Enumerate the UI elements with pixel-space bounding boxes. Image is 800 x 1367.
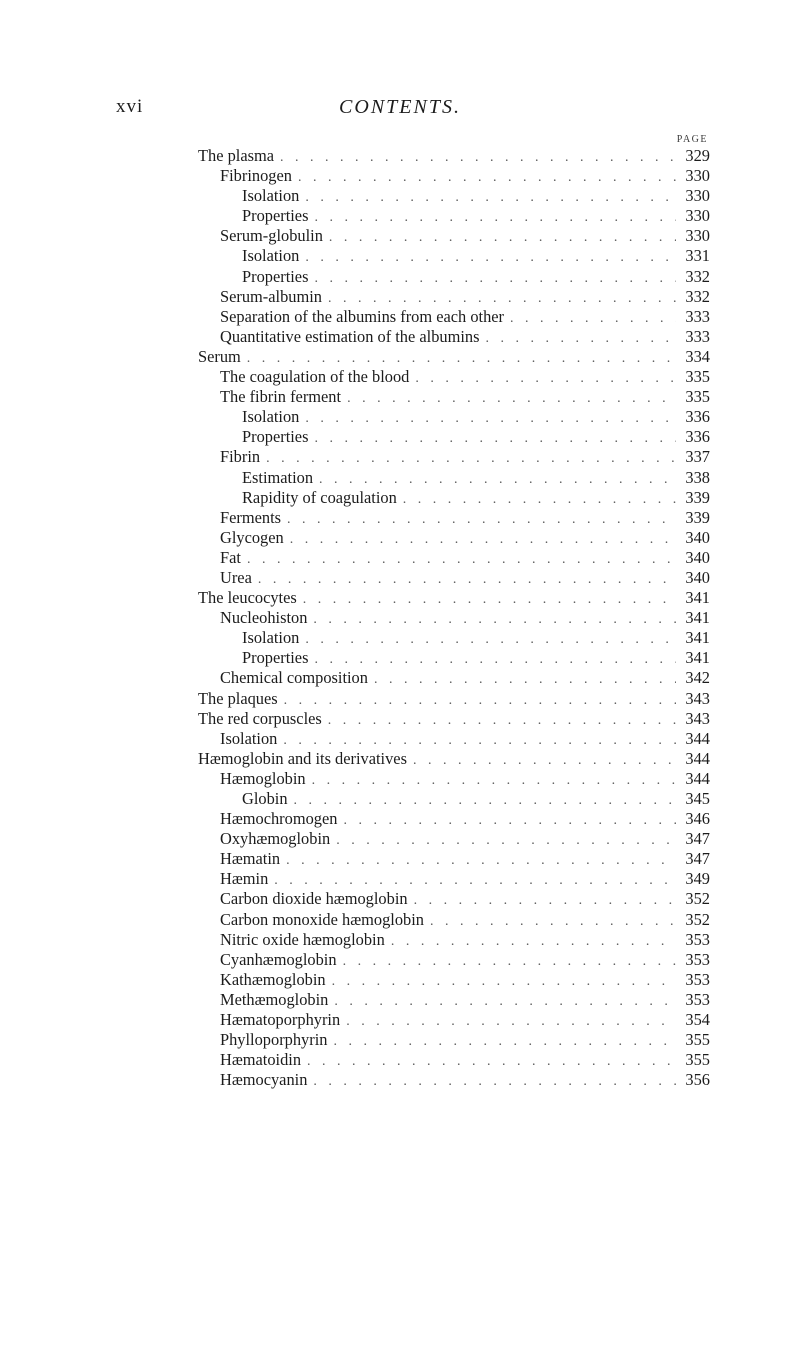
toc-entry-page: 332: [685, 266, 710, 286]
toc-entry-page: 343: [685, 708, 710, 728]
dot-leader: [336, 833, 676, 849]
page-number: xvi: [116, 96, 144, 117]
table-of-contents: [198, 146, 710, 1090]
toc-entry: [198, 407, 710, 427]
dot-leader: [313, 1074, 676, 1090]
toc-entry-title: Properties: [242, 648, 309, 668]
dot-leader: [332, 974, 676, 990]
toc-entry: [198, 1030, 710, 1050]
toc-entry-page: 332: [685, 286, 710, 306]
dot-leader: [314, 431, 676, 447]
toc-entry: [198, 729, 710, 749]
toc-entry-title: Isolation: [242, 628, 300, 648]
toc-entry-page: 329: [685, 146, 710, 165]
toc-entry-page: 340: [685, 527, 710, 547]
dot-leader: [391, 934, 676, 950]
toc-entry-title: Isolation: [242, 186, 300, 206]
toc-entry-title: Nucleohiston: [220, 608, 308, 628]
toc-entry-page: 344: [685, 768, 710, 788]
dot-leader: [283, 733, 676, 749]
toc-entry: [198, 226, 710, 246]
toc-entry: [198, 910, 710, 930]
toc-entry: [198, 990, 710, 1010]
toc-entry-page: 336: [685, 407, 710, 427]
toc-entry-page: 356: [685, 1070, 710, 1090]
dot-leader: [314, 652, 676, 668]
toc-entry: [198, 769, 710, 789]
dot-leader: [329, 230, 676, 246]
toc-entry: [198, 709, 710, 729]
toc-entry-page: 349: [685, 869, 710, 889]
page-header: [0, 96, 800, 126]
toc-entry: [198, 508, 710, 528]
dot-leader: [284, 693, 676, 709]
dot-leader: [266, 451, 676, 467]
toc-entry-title: Kathæmoglobin: [220, 969, 326, 989]
dot-leader: [298, 170, 676, 186]
dot-leader: [328, 713, 676, 729]
toc-entry-title: Nitric oxide hæmoglobin: [220, 929, 385, 949]
toc-entry-title: Quantitative estimation of the albumins: [220, 326, 480, 346]
dot-leader: [347, 391, 676, 407]
toc-entry: [198, 648, 710, 668]
dot-leader: [346, 1014, 676, 1030]
toc-entry-title: Globin: [242, 789, 288, 808]
toc-entry-title: The red corpuscles: [198, 708, 322, 728]
dot-leader: [312, 773, 676, 789]
toc-entry-page: 338: [685, 467, 710, 487]
toc-entry-title: Methæmoglobin: [220, 989, 329, 1009]
toc-entry-title: Fibrin: [220, 447, 261, 467]
dot-leader: [247, 351, 676, 367]
toc-entry-page: 343: [685, 688, 710, 708]
toc-entry-title: Serum-globulin: [220, 226, 323, 246]
toc-entry-title: Serum: [198, 346, 241, 366]
toc-entry-title: The fibrin ferment: [220, 387, 342, 407]
toc-entry-title: Isolation: [220, 728, 278, 748]
toc-entry-page: 334: [685, 346, 710, 366]
toc-entry-title: Hæmatin: [220, 849, 281, 869]
toc-entry: [198, 1010, 710, 1030]
toc-entry-title: Phylloporphyrin: [220, 1030, 328, 1050]
dot-leader: [307, 1054, 676, 1070]
toc-entry: [198, 930, 710, 950]
toc-entry-page: 353: [685, 929, 710, 949]
toc-entry-title: Hæmochromogen: [220, 809, 338, 829]
toc-entry: [198, 166, 710, 186]
dot-leader: [303, 592, 676, 608]
toc-entry: [198, 387, 710, 407]
toc-entry-page: 352: [685, 909, 710, 929]
toc-entry-page: 341: [685, 628, 710, 648]
toc-entry: [198, 749, 710, 769]
toc-entry: [198, 267, 710, 287]
toc-entry-title: The leucocytes: [198, 588, 297, 608]
toc-entry-page: 339: [685, 507, 710, 527]
toc-entry-page: 335: [685, 367, 710, 387]
toc-entry: [198, 146, 710, 166]
toc-entry-title: Fibrinogen: [220, 166, 292, 186]
toc-entry-title: Hæmin: [220, 869, 269, 889]
toc-entry-title: Hæmatoidin: [220, 1050, 302, 1070]
toc-entry-page: 341: [685, 608, 710, 628]
toc-entry-title: Hæmoglobin and its derivatives: [198, 748, 407, 768]
toc-entry-title: Hæmatoporphyrin: [220, 1010, 341, 1030]
toc-entry-page: 340: [685, 567, 710, 587]
toc-entry-title: The coagulation of the blood: [220, 367, 410, 387]
toc-entry-page: 333: [685, 326, 710, 346]
dot-leader: [510, 311, 676, 327]
toc-entry: [198, 307, 710, 327]
toc-entry: [198, 287, 710, 307]
dot-leader: [414, 893, 676, 909]
dot-leader: [485, 331, 676, 347]
toc-entry: [198, 809, 710, 829]
toc-entry: [198, 950, 710, 970]
running-title: CONTENTS.: [339, 96, 461, 118]
toc-entry-page: 353: [685, 969, 710, 989]
toc-entry: [198, 447, 710, 467]
toc-entry-title: Properties: [242, 266, 309, 286]
toc-entry-page: 330: [685, 226, 710, 246]
toc-entry-page: 355: [685, 1050, 710, 1070]
dot-leader: [286, 853, 676, 869]
toc-entry: [198, 689, 710, 709]
toc-entry: [198, 206, 710, 226]
toc-entry-title: Separation of the albumins from each other: [220, 306, 505, 326]
toc-entry-title: The plaques: [198, 688, 278, 708]
toc-entry: [198, 1070, 710, 1090]
toc-entry-title: Chemical composition: [220, 668, 368, 688]
toc-entry-title: The plasma: [198, 146, 275, 165]
toc-entry-page: 333: [685, 306, 710, 326]
toc-entry-page: 336: [685, 427, 710, 447]
dot-leader: [333, 1034, 676, 1050]
dot-leader: [274, 873, 676, 889]
dot-leader: [319, 472, 676, 488]
toc-entry-title: Serum-albumin: [220, 286, 322, 306]
toc-entry-page: 341: [685, 648, 710, 668]
dot-leader: [287, 512, 676, 528]
dot-leader: [343, 813, 676, 829]
dot-leader: [314, 210, 676, 226]
toc-entry-title: Estimation: [242, 467, 314, 487]
toc-entry-title: Urea: [220, 567, 252, 587]
toc-entry: [198, 628, 710, 648]
toc-entry: [198, 869, 710, 889]
dot-leader: [258, 572, 676, 588]
toc-entry-page: 354: [685, 1010, 710, 1030]
toc-entry-page: 339: [685, 487, 710, 507]
toc-entry-page: 337: [685, 447, 710, 467]
toc-entry-page: 341: [685, 588, 710, 608]
dot-leader: [305, 250, 676, 266]
dot-leader: [328, 291, 676, 307]
toc-entry: [198, 608, 710, 628]
toc-entry-page: 335: [685, 387, 710, 407]
dot-leader: [305, 632, 676, 648]
toc-entry-page: 345: [685, 789, 710, 808]
toc-entry-title: Carbon monoxide hæmoglobin: [220, 909, 424, 929]
dot-leader: [334, 994, 676, 1010]
dot-leader: [415, 371, 676, 387]
dot-leader: [280, 150, 676, 166]
toc-entry-page: 346: [685, 809, 710, 829]
dot-leader: [290, 532, 676, 548]
dot-leader: [313, 612, 676, 628]
toc-entry-title: Glycogen: [220, 527, 284, 547]
toc-entry-page: 353: [685, 989, 710, 1009]
toc-entry-page: 355: [685, 1030, 710, 1050]
toc-entry-page: 344: [685, 728, 710, 748]
dot-leader: [305, 411, 676, 427]
toc-entry: [198, 889, 710, 909]
toc-entry-page: 331: [685, 246, 710, 266]
toc-entry-page: 352: [685, 889, 710, 909]
toc-entry-title: Rapidity of coagulation: [242, 487, 397, 507]
toc-entry: [198, 528, 710, 548]
toc-entry-title: Cyanhæmoglobin: [220, 949, 337, 969]
page-column-label: PAGE: [676, 134, 708, 145]
toc-entry-page: 347: [685, 849, 710, 869]
toc-entry-page: 342: [685, 668, 710, 688]
toc-entry-page: 344: [685, 748, 710, 768]
toc-entry: [198, 970, 710, 990]
toc-entry-page: 330: [685, 186, 710, 206]
toc-entry: [198, 568, 710, 588]
dot-leader: [403, 492, 676, 508]
dot-leader: [413, 753, 676, 769]
toc-entry-title: Ferments: [220, 507, 282, 527]
toc-entry-title: Hæmocyanin: [220, 1070, 308, 1090]
toc-entry: [198, 347, 710, 367]
toc-entry-page: 347: [685, 829, 710, 849]
toc-entry: [198, 829, 710, 849]
dot-leader: [343, 954, 676, 970]
toc-entry-page: 330: [685, 206, 710, 226]
toc-entry: [198, 327, 710, 347]
toc-entry: [198, 468, 710, 488]
toc-entry-title: Isolation: [242, 246, 300, 266]
toc-entry-title: Properties: [242, 427, 309, 447]
toc-entry: [198, 588, 710, 608]
toc-entry: [198, 1050, 710, 1070]
dot-leader: [374, 672, 676, 688]
toc-entry: [198, 186, 710, 206]
dot-leader: [247, 552, 676, 568]
toc-entry-title: Carbon dioxide hæmoglobin: [220, 889, 408, 909]
toc-entry: [198, 668, 710, 688]
toc-entry-title: Isolation: [242, 407, 300, 427]
toc-entry-page: 330: [685, 166, 710, 186]
toc-entry-title: Properties: [242, 206, 309, 226]
toc-entry-page: 353: [685, 949, 710, 969]
toc-entry: [198, 849, 710, 869]
dot-leader: [430, 914, 676, 930]
toc-entry-title: Oxyhæmoglobin: [220, 829, 331, 849]
toc-entry-title: Fat: [220, 547, 241, 567]
toc-entry: [198, 427, 710, 447]
toc-entry: [198, 246, 710, 266]
toc-entry: [198, 367, 710, 387]
toc-entry: [198, 488, 710, 508]
toc-entry: [198, 789, 710, 809]
toc-entry: [198, 548, 710, 568]
dot-leader: [294, 793, 676, 809]
dot-leader: [305, 190, 676, 206]
toc-entry-title: Hæmoglobin: [220, 768, 306, 788]
dot-leader: [314, 271, 676, 287]
toc-entry-page: 340: [685, 547, 710, 567]
